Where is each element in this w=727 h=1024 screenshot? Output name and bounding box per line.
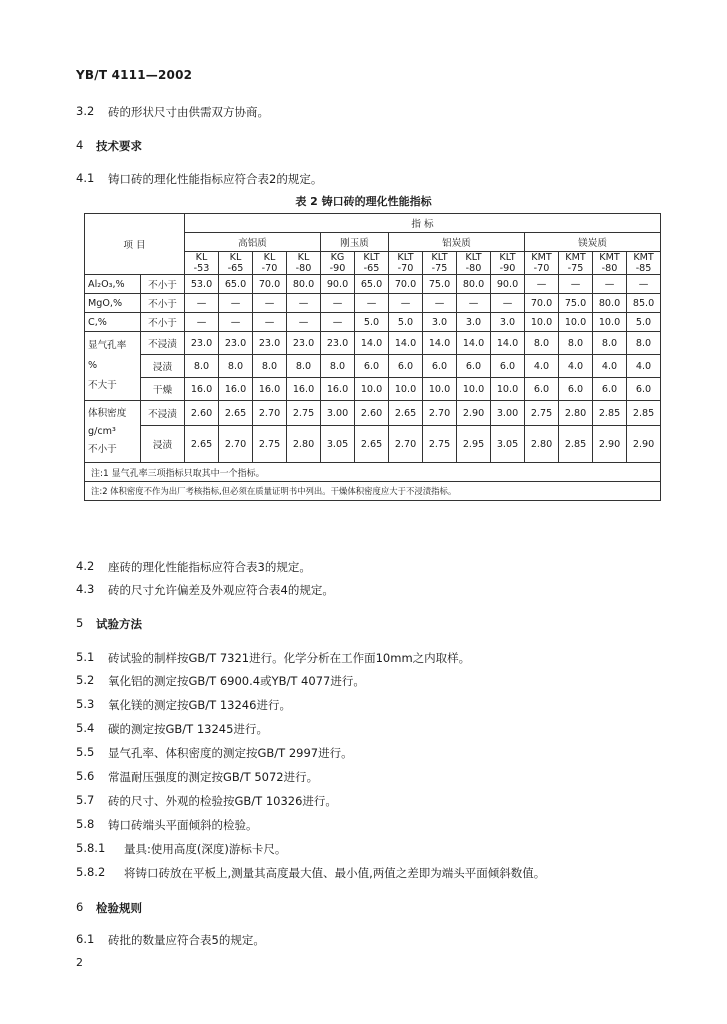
grade-cell: KG -90	[321, 252, 355, 275]
value-cell: 2.80	[559, 401, 593, 426]
grade-cell: KMT -70	[525, 252, 559, 275]
value-cell: 5.0	[389, 313, 423, 332]
value-cell: 2.85	[559, 426, 593, 463]
value-cell: —	[321, 294, 355, 313]
value-cell: 10.0	[559, 313, 593, 332]
value-cell: 3.0	[491, 313, 525, 332]
clause-5-1	[76, 650, 471, 665]
value-cell: 5.0	[355, 313, 389, 332]
clause-text: 座砖的理化性能指标应符合表3的规定。	[108, 560, 311, 574]
clause-5-4	[76, 721, 268, 736]
value-cell: 6.0	[491, 355, 525, 378]
value-cell: 6.0	[525, 378, 559, 401]
row-sub-label: 不浸渍	[141, 401, 185, 426]
table-row	[85, 332, 661, 355]
value-cell: 2.65	[355, 426, 389, 463]
row-sub-label: 不小于	[141, 313, 185, 332]
table-row	[85, 294, 661, 313]
value-cell: 14.0	[355, 332, 389, 355]
row-sub-label: 不小于	[141, 294, 185, 313]
clause-text: 砖的尺寸允许偏差及外观应符合表4的规定。	[108, 583, 334, 597]
value-cell: 2.80	[287, 426, 321, 463]
clause-text: 显气孔率、体积密度的测定按GB/T 2997进行。	[108, 746, 353, 760]
value-cell: 23.0	[253, 332, 287, 355]
clause-number: 4.2	[76, 559, 95, 573]
value-cell: 23.0	[321, 332, 355, 355]
value-cell: 3.00	[491, 401, 525, 426]
value-cell: —	[219, 294, 253, 313]
value-cell: 6.0	[355, 355, 389, 378]
table-row	[85, 275, 661, 294]
row-label: C,%	[85, 313, 141, 332]
value-cell: —	[321, 313, 355, 332]
value-cell: 8.0	[627, 332, 661, 355]
value-cell: —	[287, 313, 321, 332]
value-cell: 6.0	[593, 378, 627, 401]
value-cell: 53.0	[185, 275, 219, 294]
value-cell: 2.75	[287, 401, 321, 426]
grade-cell: KMT -80	[593, 252, 627, 275]
value-cell: 2.70	[423, 401, 457, 426]
spec-table	[84, 213, 661, 501]
value-cell: 6.0	[457, 355, 491, 378]
value-cell: 16.0	[321, 378, 355, 401]
clause-number: 5.2	[76, 673, 95, 687]
value-cell: 23.0	[287, 332, 321, 355]
value-cell: 3.0	[423, 313, 457, 332]
header-item: 项 目	[85, 214, 185, 275]
value-cell: 80.0	[593, 294, 627, 313]
clause-5-3	[76, 697, 291, 712]
clause-text: 铸口砖的理化性能指标应符合表2的规定。	[108, 172, 323, 186]
clause-text: 将铸口砖放在平板上,测量其高度最大值、最小值,两值之差即为端头平面倾斜数值。	[124, 866, 546, 880]
table-row	[85, 378, 661, 401]
value-cell: —	[185, 313, 219, 332]
value-cell: 2.75	[525, 401, 559, 426]
value-cell: —	[389, 294, 423, 313]
value-cell: —	[219, 313, 253, 332]
value-cell: 10.0	[593, 313, 627, 332]
value-cell: 2.60	[185, 401, 219, 426]
clause-number: 5.1	[76, 650, 95, 664]
row-sub-label: 干燥	[141, 378, 185, 401]
clause-number: 5.8.1	[76, 841, 106, 855]
value-cell: 16.0	[219, 378, 253, 401]
value-cell: 2.90	[457, 401, 491, 426]
clause-text: 铸口砖端头平面倾斜的检验。	[108, 818, 258, 832]
clause-4-1	[76, 171, 323, 186]
table-row	[85, 426, 661, 463]
value-cell: 85.0	[627, 294, 661, 313]
value-cell: —	[457, 294, 491, 313]
clause-number: 6.1	[76, 932, 95, 946]
grade-cell: KLT -80	[457, 252, 491, 275]
grade-cell: KMT -75	[559, 252, 593, 275]
grade-cell: KL -53	[185, 252, 219, 275]
grade-cell: KL -80	[287, 252, 321, 275]
value-cell: —	[559, 275, 593, 294]
value-cell: 4.0	[525, 355, 559, 378]
value-cell: 2.80	[525, 426, 559, 463]
clause-number: 4.3	[76, 582, 95, 596]
clause-text: 碳的测定按GB/T 13245进行。	[108, 722, 268, 736]
value-cell: 10.0	[355, 378, 389, 401]
group-magnesia-carbon: 镁炭质	[525, 233, 661, 252]
clause-5-2	[76, 673, 365, 688]
value-cell: 90.0	[321, 275, 355, 294]
value-cell: 16.0	[253, 378, 287, 401]
value-cell: —	[593, 275, 627, 294]
row-sub-label: 浸渍	[141, 355, 185, 378]
row-label: Al₂O₃,%	[85, 275, 141, 294]
value-cell: 10.0	[457, 378, 491, 401]
clause-number: 4.1	[76, 171, 95, 185]
value-cell: 23.0	[219, 332, 253, 355]
table-title: 表 2 铸口砖的理化性能指标	[295, 195, 432, 208]
clause-number: 5.3	[76, 697, 95, 711]
value-cell: 2.90	[593, 426, 627, 463]
value-cell: 8.0	[321, 355, 355, 378]
clause-3-2	[76, 104, 269, 119]
value-cell: 4.0	[593, 355, 627, 378]
grade-cell: KLT -70	[389, 252, 423, 275]
value-cell: —	[253, 294, 287, 313]
clause-text: 氧化铝的测定按GB/T 6900.4或YB/T 4077进行。	[108, 674, 365, 688]
clause-text: 砖试验的制样按GB/T 7321进行。化学分析在工作面10mm之内取样。	[108, 651, 471, 665]
table-row	[85, 313, 661, 332]
value-cell: 3.0	[457, 313, 491, 332]
row-sub-label: 浸渍	[141, 426, 185, 463]
value-cell: 8.0	[253, 355, 287, 378]
group-corundum: 刚玉质	[321, 233, 389, 252]
value-cell: 14.0	[423, 332, 457, 355]
clause-number: 3.2	[76, 104, 95, 118]
heading-text: 技术要求	[96, 139, 142, 153]
value-cell: —	[627, 275, 661, 294]
clause-number: 5.4	[76, 721, 95, 735]
value-cell: 70.0	[253, 275, 287, 294]
value-cell: 6.0	[627, 378, 661, 401]
heading-5	[76, 616, 142, 631]
value-cell: 6.0	[389, 355, 423, 378]
grade-cell: KL -70	[253, 252, 287, 275]
clause-text: 砖的形状尺寸由供需双方协商。	[108, 105, 269, 119]
value-cell: 6.0	[559, 378, 593, 401]
clause-number: 5.6	[76, 769, 95, 783]
clause-number: 5	[76, 616, 84, 630]
value-cell: 2.65	[185, 426, 219, 463]
clause-5-8-2	[76, 865, 546, 880]
clause-4-3	[76, 582, 334, 597]
value-cell: 2.85	[593, 401, 627, 426]
value-cell: 2.70	[389, 426, 423, 463]
value-cell: —	[185, 294, 219, 313]
grade-cell: KL -65	[219, 252, 253, 275]
value-cell: 2.85	[627, 401, 661, 426]
row-sub-label: 不浸渍	[141, 332, 185, 355]
value-cell: 4.0	[559, 355, 593, 378]
clause-number: 4	[76, 138, 84, 152]
value-cell: 80.0	[457, 275, 491, 294]
table-note-1: 注:1 显气孔率三项指标只取其中一个指标。	[85, 463, 661, 482]
value-cell: 2.70	[219, 426, 253, 463]
page-number: 2	[76, 956, 83, 969]
clause-5-8-1	[76, 841, 287, 856]
value-cell: 5.0	[627, 313, 661, 332]
value-cell: 4.0	[627, 355, 661, 378]
clause-5-5	[76, 745, 353, 760]
value-cell: 90.0	[491, 275, 525, 294]
value-cell: —	[491, 294, 525, 313]
value-cell: —	[287, 294, 321, 313]
grade-cell: KLT -90	[491, 252, 525, 275]
clause-5-8	[76, 817, 258, 832]
value-cell: 2.95	[457, 426, 491, 463]
value-cell: 3.05	[321, 426, 355, 463]
value-cell: 2.90	[627, 426, 661, 463]
row-sub-label: 不小于	[141, 275, 185, 294]
value-cell: 10.0	[389, 378, 423, 401]
heading-4	[76, 138, 142, 153]
value-cell: 14.0	[457, 332, 491, 355]
value-cell: —	[355, 294, 389, 313]
clause-number: 5.5	[76, 745, 95, 759]
value-cell: 75.0	[423, 275, 457, 294]
value-cell: 3.05	[491, 426, 525, 463]
value-cell: 2.75	[253, 426, 287, 463]
clause-text: 砖批的数量应符合表5的规定。	[108, 933, 265, 947]
clause-number: 5.7	[76, 793, 95, 807]
clause-4-2	[76, 559, 311, 574]
table-row	[85, 355, 661, 378]
clause-5-7	[76, 793, 337, 808]
clause-text: 砖的尺寸、外观的检验按GB/T 10326进行。	[108, 794, 337, 808]
value-cell: —	[525, 275, 559, 294]
clause-6-1	[76, 932, 265, 947]
value-cell: 8.0	[185, 355, 219, 378]
value-cell: 2.70	[253, 401, 287, 426]
porosity-label: 显气孔率 % 不大于	[85, 332, 141, 401]
value-cell: 3.00	[321, 401, 355, 426]
value-cell: 2.65	[219, 401, 253, 426]
value-cell: 14.0	[491, 332, 525, 355]
clause-text: 量具:使用高度(深度)游标卡尺。	[124, 842, 287, 856]
header-index: 指 标	[185, 214, 661, 233]
value-cell: 8.0	[593, 332, 627, 355]
grade-cell: KLT -75	[423, 252, 457, 275]
heading-text: 试验方法	[96, 617, 142, 631]
clause-number: 5.8	[76, 817, 95, 831]
clause-number: 5.8.2	[76, 865, 106, 879]
value-cell: 80.0	[287, 275, 321, 294]
clause-text: 氧化镁的测定按GB/T 13246进行。	[108, 698, 291, 712]
value-cell: 2.60	[355, 401, 389, 426]
value-cell: 75.0	[559, 294, 593, 313]
value-cell: 70.0	[525, 294, 559, 313]
value-cell: 65.0	[355, 275, 389, 294]
value-cell: 16.0	[185, 378, 219, 401]
value-cell: 2.75	[423, 426, 457, 463]
row-label: MgO,%	[85, 294, 141, 313]
density-label: 体积密度 g/cm³ 不小于	[85, 401, 141, 463]
value-cell: 8.0	[219, 355, 253, 378]
value-cell: 10.0	[423, 378, 457, 401]
value-cell: —	[253, 313, 287, 332]
value-cell: 8.0	[287, 355, 321, 378]
group-high-alumina: 高铝质	[185, 233, 321, 252]
standard-code: YB/T 4111—2002	[76, 68, 193, 82]
clause-5-6	[76, 769, 319, 784]
grade-cell: KMT -85	[627, 252, 661, 275]
table-note-2: 注:2 体积密度不作为出厂考核指标,但必须在质量证明书中列出。干燥体积密度应大于不浸渍指标。	[85, 482, 661, 501]
value-cell: 2.65	[389, 401, 423, 426]
value-cell: 70.0	[389, 275, 423, 294]
value-cell: 10.0	[525, 313, 559, 332]
grade-cell: KLT -65	[355, 252, 389, 275]
value-cell: 65.0	[219, 275, 253, 294]
value-cell: —	[423, 294, 457, 313]
value-cell: 10.0	[491, 378, 525, 401]
clause-number: 6	[76, 900, 84, 914]
value-cell: 14.0	[389, 332, 423, 355]
value-cell: 6.0	[423, 355, 457, 378]
value-cell: 8.0	[559, 332, 593, 355]
clause-text: 常温耐压强度的测定按GB/T 5072进行。	[108, 770, 319, 784]
heading-text: 检验规则	[96, 901, 142, 915]
value-cell: 23.0	[185, 332, 219, 355]
table-row	[85, 401, 661, 426]
value-cell: 8.0	[525, 332, 559, 355]
group-alumina-carbon: 铝炭质	[389, 233, 525, 252]
value-cell: 16.0	[287, 378, 321, 401]
heading-6	[76, 900, 142, 915]
